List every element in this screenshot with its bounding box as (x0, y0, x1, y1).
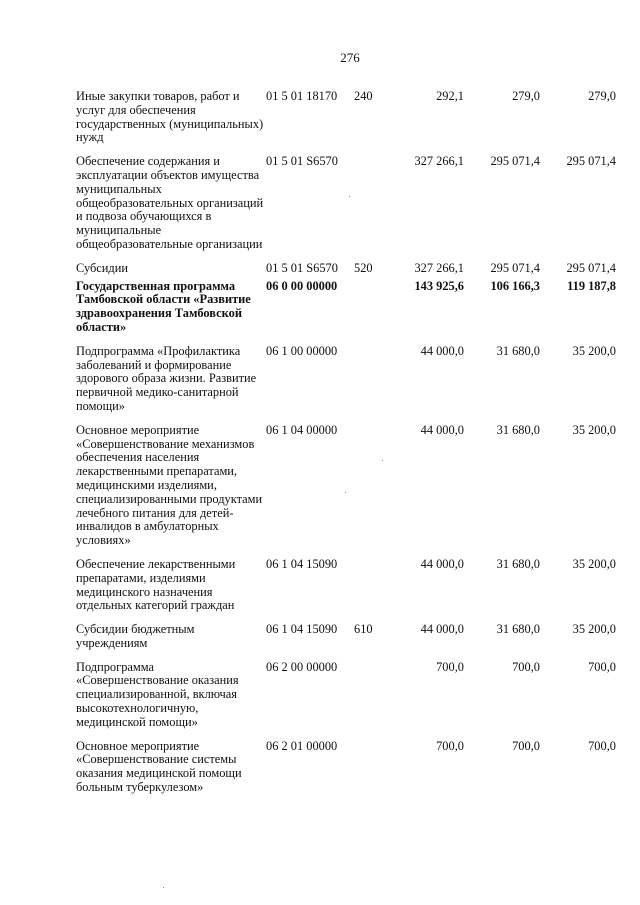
row-code: 01 5 01 S6570 (266, 154, 338, 169)
table-body (76, 90, 616, 805)
row-value-1: 44 000,0 (420, 622, 464, 637)
row-name: Государственная программа Тамбовской области «Развитие здравоохранения Тамбовской области» (76, 278, 251, 334)
table-row (76, 345, 616, 424)
scan-speck (349, 196, 350, 197)
row-expense-type: 240 (354, 89, 373, 103)
row-value-3: 35 200,0 (572, 343, 616, 358)
row-value-2: 700,0 (512, 738, 540, 753)
scan-speck (163, 887, 164, 888)
row-value-3: 279,0 (588, 89, 616, 103)
row-value-3: 700,0 (588, 738, 616, 753)
row-name: Субсидии (76, 260, 128, 275)
row-value-2: 700,0 (512, 659, 540, 674)
row-expense-type (354, 558, 382, 623)
row-value-3: 700,0 (588, 659, 616, 674)
row-value-1: 700,0 (436, 659, 464, 674)
row-code: 06 0 00 00000 (266, 278, 338, 293)
row-name: Основное мероприятие «Совершенствование механизмов обеспечения населения лекарственными препаратами, медицинскими изделиями, специализированными продуктами лечебного питания для детей-инвалидов в амбулаторных условиях» (76, 422, 263, 548)
row-value-2: 106 166,3 (490, 278, 540, 293)
row-expense-type (354, 345, 382, 424)
row-name: Субсидии бюджетным учреждениям (76, 622, 195, 650)
row-code: 06 1 04 00000 (266, 422, 338, 437)
row-name: Подпрограмма «Совершенствование оказания специализированной, включая высокотехнологичную, медицинской помощи» (76, 659, 239, 729)
table-row (76, 262, 616, 280)
row-value-2: 279,0 (512, 89, 540, 103)
row-code: 06 1 04 15090 (266, 622, 338, 637)
row-value-1: 44 000,0 (420, 556, 464, 571)
row-expense-type (354, 155, 382, 262)
row-code: 06 2 01 00000 (266, 738, 338, 753)
table-row (76, 155, 616, 262)
row-code: 06 1 00 00000 (266, 343, 338, 358)
row-value-2: 31 680,0 (496, 622, 540, 637)
row-value-3: 119 187,8 (567, 278, 616, 293)
row-expense-type: 610 (354, 622, 373, 637)
row-expense-type (354, 280, 382, 345)
scan-speck (382, 460, 383, 461)
table-row (76, 740, 616, 805)
table-row (76, 661, 616, 740)
row-value-3: 35 200,0 (572, 556, 616, 571)
row-value-3: 35 200,0 (572, 622, 616, 637)
row-code: 06 2 00 00000 (266, 659, 338, 674)
row-value-1: 700,0 (436, 738, 464, 753)
page-number: 276 (340, 50, 360, 65)
row-value-1: 143 925,6 (414, 278, 464, 293)
row-value-1: 327 266,1 (414, 260, 464, 275)
row-value-2: 31 680,0 (496, 556, 540, 571)
row-expense-type: 520 (354, 260, 373, 275)
row-value-1: 44 000,0 (420, 343, 464, 358)
row-name: Обеспечение лекарственными препаратами, изделиями медицинского назначения отдельных категорий граждан (76, 556, 236, 613)
table-row (76, 623, 616, 661)
table-row (76, 558, 616, 623)
row-code: 01 5 01 S6570 (266, 260, 338, 275)
row-value-2: 295 071,4 (490, 154, 540, 169)
row-expense-type (354, 661, 382, 740)
row-value-3: 295 071,4 (566, 154, 616, 169)
row-code: 01 5 01 18170 (266, 89, 338, 103)
row-value-3: 35 200,0 (572, 422, 616, 437)
row-name: Подпрограмма «Профилактика заболеваний и формирование здорового образа жизни. Развитие первичной медико-санитарной помощи» (76, 343, 257, 413)
row-value-2: 31 680,0 (496, 422, 540, 437)
row-expense-type (354, 424, 382, 558)
budget-table (76, 90, 616, 805)
row-value-2: 295 071,4 (490, 260, 540, 275)
row-value-1: 44 000,0 (420, 422, 464, 437)
row-name: Иные закупки товаров, работ и услуг для обеспечения государственных (муниципальных) нужд (76, 89, 264, 145)
row-value-2: 31 680,0 (496, 343, 540, 358)
row-code: 06 1 04 15090 (266, 556, 338, 571)
row-expense-type (354, 740, 382, 805)
table-row (76, 90, 616, 155)
table-row (76, 424, 616, 558)
table-row (76, 280, 616, 345)
row-value-1: 292,1 (436, 89, 464, 103)
row-name: Обеспечение содержания и эксплуатации объектов имущества муниципальных общеобразовательных организаций и подвоза обучающихся в муниципальные общеобразовательные организации (76, 154, 264, 251)
row-value-3: 295 071,4 (566, 260, 616, 275)
row-value-1: 327 266,1 (414, 154, 464, 169)
scan-speck (345, 492, 346, 493)
row-name: Основное мероприятие «Совершенствование системы оказания медицинской помощи больным туберкулезом» (76, 738, 242, 795)
